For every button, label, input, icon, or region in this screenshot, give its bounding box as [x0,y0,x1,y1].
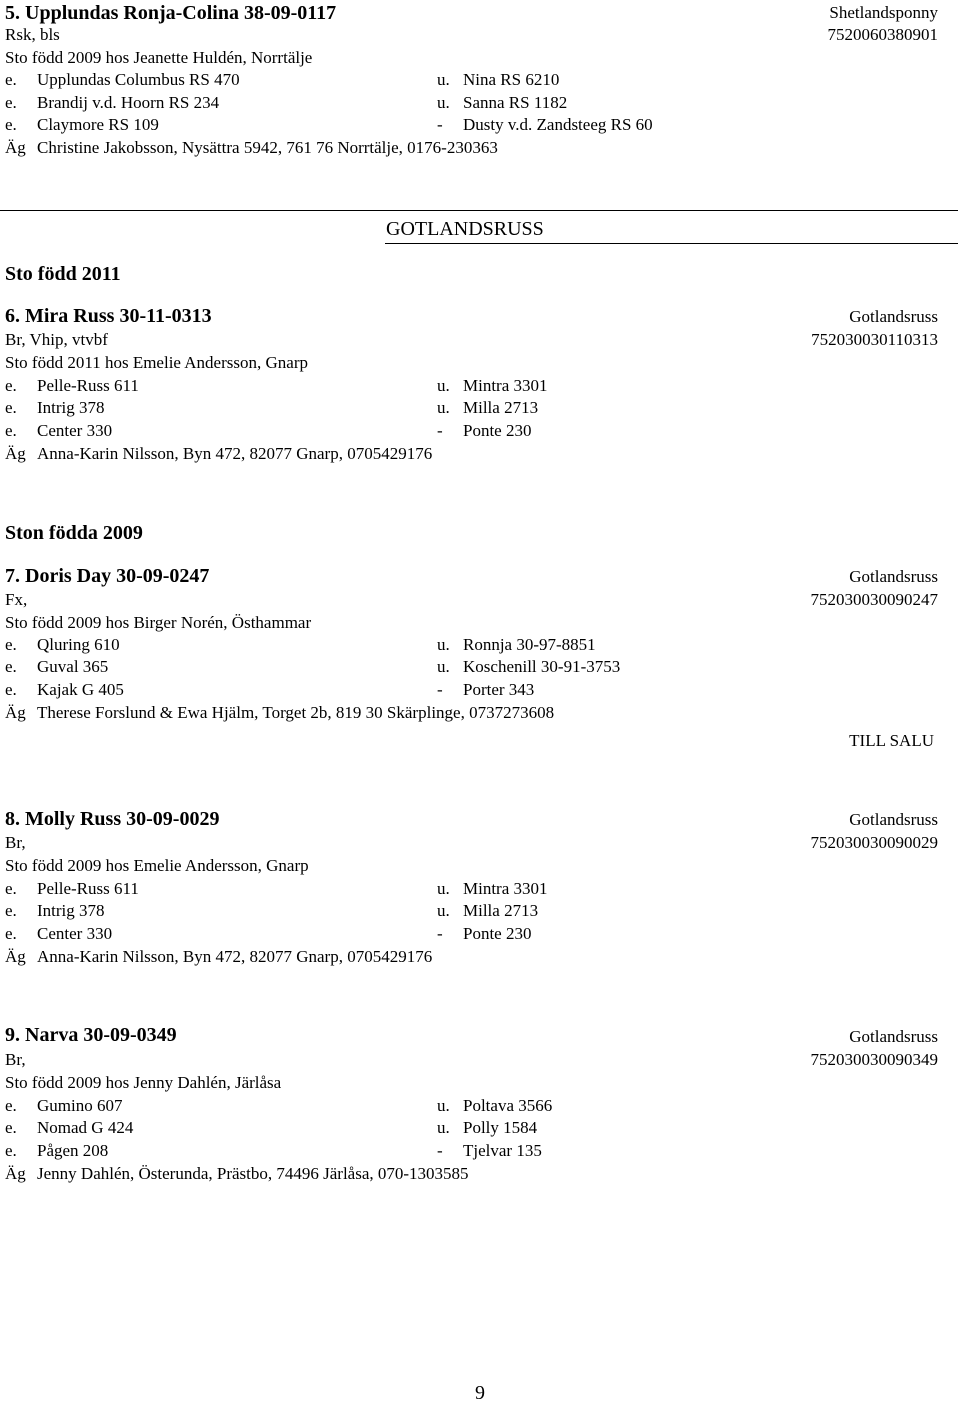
breed: Gotlandsruss [849,567,938,586]
pedigree-prefix: e. [5,115,17,134]
registration-number: 7520060380901 [827,25,938,44]
pedigree-prefix: e. [5,901,17,920]
pedigree-sire: Brandij v.d. Hoorn RS 234 [37,93,220,112]
pedigree-prefix: e. [5,635,17,654]
pedigree-sire: Qluring 610 [37,635,120,654]
pedigree-sire: Pelle-Russ 611 [37,879,139,898]
registration-number: 752030030090029 [810,833,938,852]
page-number: 9 [475,1382,485,1404]
pedigree-prefix: u. [437,1096,450,1115]
pedigree-dam: Tjelvar 135 [463,1141,542,1160]
pedigree-sire: Center 330 [37,924,113,943]
born-info: Sto född 2009 hos Emelie Andersson, Gnarp [5,856,309,875]
pedigree-prefix: e. [5,1118,17,1137]
pedigree-dam: Mintra 3301 [463,879,548,898]
section-heading-2011: Sto född 2011 [5,263,121,285]
color-markings: Br, [5,1050,26,1069]
pedigree-dam: Sanna RS 1182 [463,93,568,112]
pedigree-prefix: - [437,680,443,699]
entry-title: 9. Narva 30-09-0349 [5,1024,177,1046]
pedigree-dam: Mintra 3301 [463,376,548,395]
pedigree-prefix: e. [5,421,17,440]
owner: Jenny Dahlén, Österunda, Prästbo, 74496 Järlåsa, 070-1303585 [37,1164,469,1183]
pedigree-prefix: u. [437,635,450,654]
section-heading-2009: Ston födda 2009 [5,522,143,544]
pedigree-sire: Guval 365 [37,657,109,676]
entry-title: 6. Mira Russ 30-11-0313 [5,305,212,327]
breed: Gotlandsruss [849,307,938,326]
pedigree-prefix: e. [5,93,17,112]
pedigree-prefix: u. [437,93,450,112]
pedigree-dam: Poltava 3566 [463,1096,553,1115]
pedigree-prefix: u. [437,1118,450,1137]
breed: Shetlandsponny [829,3,938,22]
pedigree-sire: Pelle-Russ 611 [37,376,139,395]
pedigree-dam: Ponte 230 [463,421,532,440]
owner-label: Äg [5,138,26,157]
owner-label: Äg [5,947,26,966]
owner-label: Äg [5,1164,26,1183]
pedigree-prefix: u. [437,901,450,920]
registration-number: 752030030090349 [810,1050,938,1069]
pedigree-prefix: e. [5,879,17,898]
pedigree-prefix: u. [437,657,450,676]
pedigree-prefix: u. [437,70,450,89]
pedigree-dam: Porter 343 [463,680,535,699]
pedigree-prefix: e. [5,376,17,395]
pedigree-prefix: - [437,1141,443,1160]
pedigree-dam: Dusty v.d. Zandsteeg RS 60 [463,115,653,134]
born-info: Sto född 2011 hos Emelie Andersson, Gnarp [5,353,308,372]
pedigree-sire: Intrig 378 [37,398,105,417]
divider-top [0,210,958,211]
pedigree-prefix: e. [5,70,17,89]
for-sale-note: TILL SALU [849,731,934,750]
pedigree-prefix: e. [5,398,17,417]
born-info: Sto född 2009 hos Jenny Dahlén, Järlåsa [5,1073,282,1092]
pedigree-dam: Koschenill 30-91-3753 [463,657,621,676]
pedigree-prefix: e. [5,1141,17,1160]
owner: Therese Forslund & Ewa Hjälm, Torget 2b, 819 30 Skärplinge, 0737273608 [37,703,555,722]
pedigree-sire: Gumino 607 [37,1096,123,1115]
pedigree-dam: Polly 1584 [463,1118,538,1137]
pedigree-dam: Ronnja 30-97-8851 [463,635,596,654]
pedigree-dam: Nina RS 6210 [463,70,560,89]
pedigree-prefix: - [437,421,443,440]
pedigree-dam: Milla 2713 [463,398,539,417]
pedigree-prefix: e. [5,1096,17,1115]
pedigree-prefix: e. [5,657,17,676]
color-markings: Br, Vhip, vtvbf [5,330,108,349]
entry-title: 8. Molly Russ 30-09-0029 [5,808,220,830]
pedigree-sire: Kajak G 405 [37,680,124,699]
born-info: Sto född 2009 hos Birger Norén, Östhammar [5,613,312,632]
owner-label: Äg [5,444,26,463]
pedigree-prefix: e. [5,680,17,699]
pedigree-sire: Intrig 378 [37,901,105,920]
pedigree-prefix: u. [437,398,450,417]
pedigree-prefix: u. [437,879,450,898]
owner: Christine Jakobsson, Nysättra 5942, 761 76 Norrtälje, 0176-230363 [37,138,498,157]
pedigree-sire: Pågen 208 [37,1141,109,1160]
pedigree-sire: Center 330 [37,421,113,440]
color-markings: Rsk, bls [5,25,60,44]
color-markings: Fx, [5,590,28,609]
pedigree-sire: Nomad G 424 [37,1118,134,1137]
registration-number: 752030030110313 [811,330,938,349]
breed: Gotlandsruss [849,1027,938,1046]
owner-label: Äg [5,703,26,722]
born-info: Sto född 2009 hos Jeanette Huldén, Norrtälje [5,48,313,67]
owner: Anna-Karin Nilsson, Byn 472, 82077 Gnarp, 0705429176 [37,947,433,966]
divider-bottom [385,243,958,244]
entry-title: 7. Doris Day 30-09-0247 [5,565,210,587]
pedigree-dam: Ponte 230 [463,924,532,943]
pedigree-sire: Upplundas Columbus RS 470 [37,70,240,89]
pedigree-prefix: - [437,115,443,134]
registration-number: 752030030090247 [810,590,938,609]
entry-title: 5. Upplundas Ronja-Colina 38-09-0117 [5,2,337,24]
pedigree-sire: Claymore RS 109 [37,115,159,134]
pedigree-prefix: u. [437,376,450,395]
breed: Gotlandsruss [849,810,938,829]
owner: Anna-Karin Nilsson, Byn 472, 82077 Gnarp, 0705429176 [37,444,433,463]
breed-heading: GOTLANDSRUSS [386,218,544,240]
pedigree-dam: Milla 2713 [463,901,539,920]
pedigree-prefix: e. [5,924,17,943]
color-markings: Br, [5,833,26,852]
pedigree-prefix: - [437,924,443,943]
